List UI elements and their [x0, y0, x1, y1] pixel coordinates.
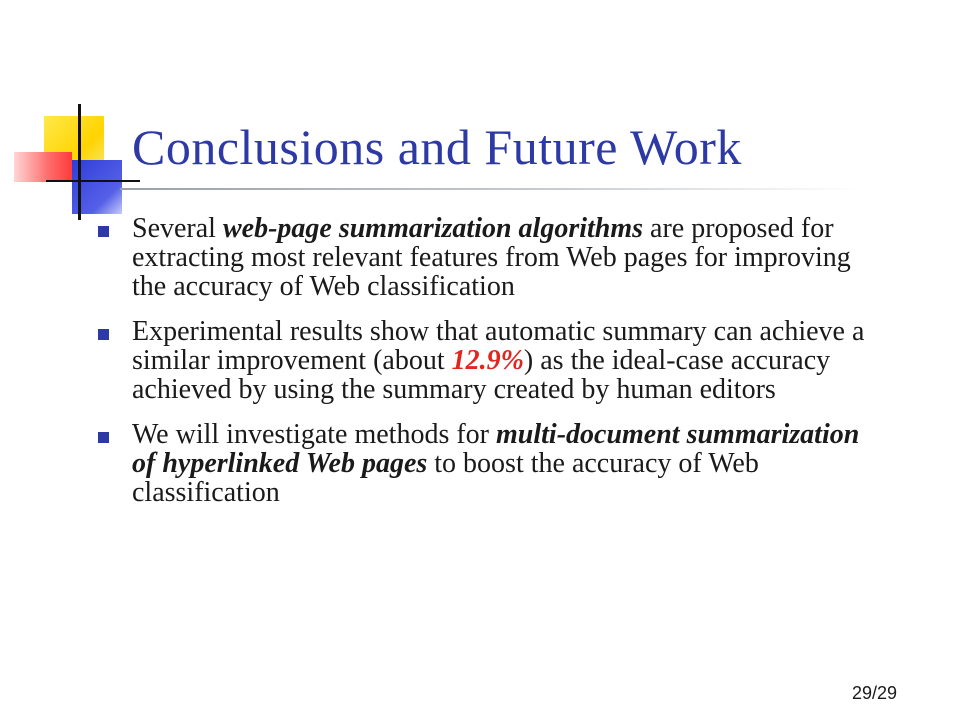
square-bullet-icon: [98, 329, 109, 340]
red-square-decoration: [14, 152, 72, 182]
slide-title: Conclusions and Future Work: [132, 119, 742, 175]
bullet-list: [98, 214, 888, 523]
title-underline: [120, 188, 860, 190]
emphasized-text: multi-document summarization of hyperlinked Web pages: [132, 419, 860, 479]
bullet-text-part: to boost the accuracy of Web classification: [132, 448, 759, 508]
horizontal-line-decoration: [46, 180, 140, 182]
slide-logo-decoration: [0, 0, 140, 220]
bullet-text-part: Experimental results show that automatic summary can achieve a similar improvement (about: [132, 316, 865, 376]
bullet-text-part: are proposed for extracting most relevant features from Web pages for improving the accuracy of Web classification: [132, 213, 851, 302]
page-number: 29/29: [851, 683, 897, 703]
emphasized-text: web-page summarization algorithms: [222, 213, 644, 244]
bullet-item: [98, 420, 888, 507]
square-bullet-icon: [98, 226, 109, 237]
bullet-item: [98, 214, 888, 301]
square-bullet-icon: [98, 432, 109, 443]
bullet-item: [98, 317, 888, 404]
bullet-text-part: Several: [132, 213, 223, 244]
bullet-text-part: We will investigate methods for: [132, 419, 496, 450]
vertical-line-decoration: [78, 104, 81, 220]
bullet-text-part: ) as the ideal-case accuracy achieved by using the summary created by human editors: [132, 345, 831, 405]
highlighted-percentage: 12.9%: [451, 345, 524, 376]
bullet-text: [132, 316, 864, 405]
bullet-text: [132, 213, 851, 302]
bullet-text: [132, 419, 859, 508]
